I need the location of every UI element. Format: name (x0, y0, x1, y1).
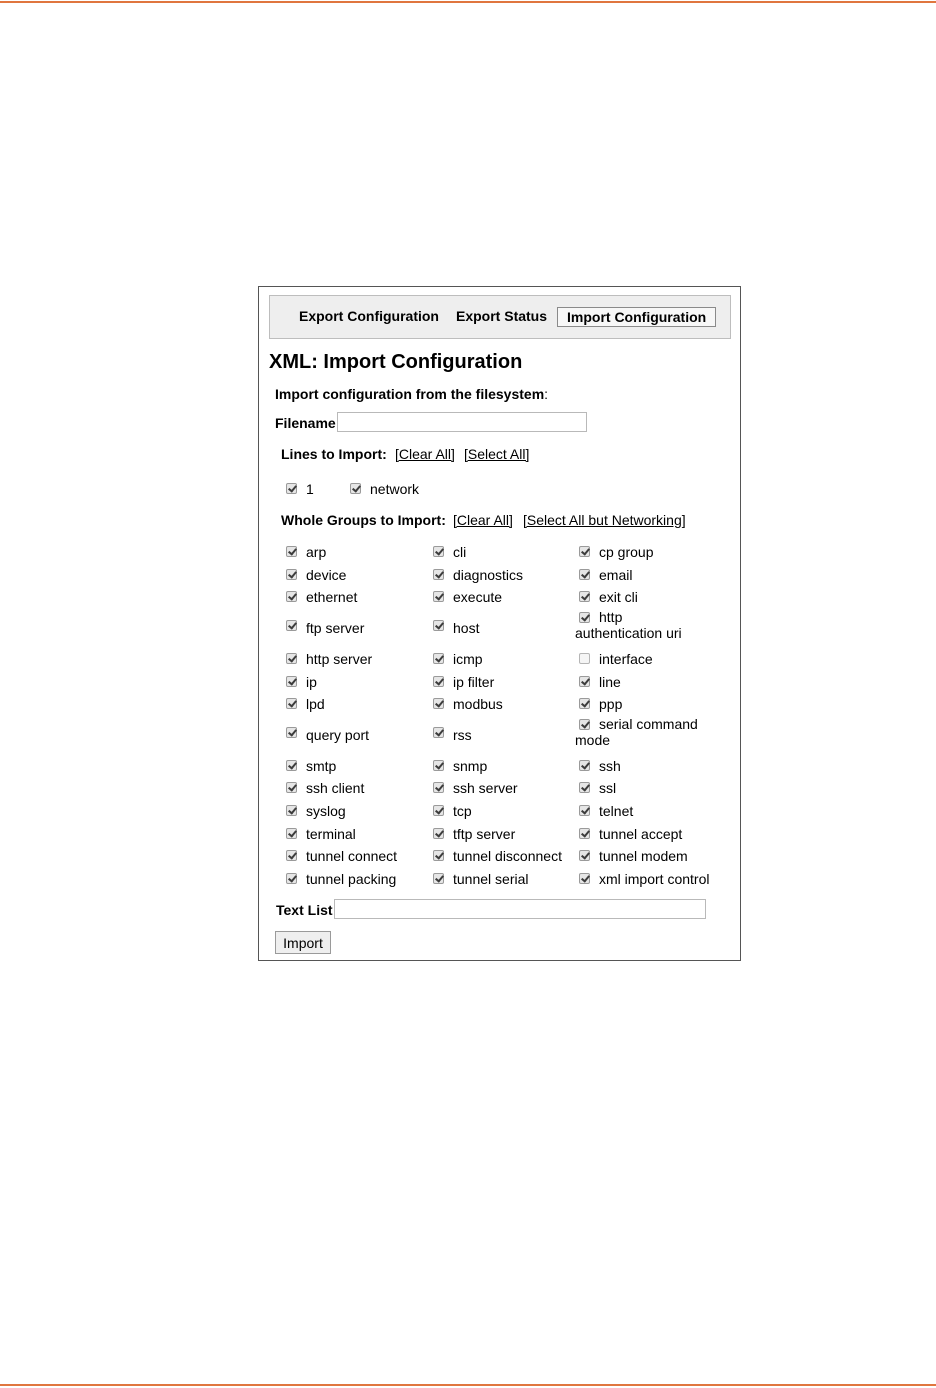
bottom-rule (0, 1384, 936, 1386)
tab-bar (269, 295, 731, 339)
checkbox-label: tunnel serial (453, 871, 529, 887)
checkbox-label: tftp server (453, 826, 516, 842)
checkbox-label: telnet (599, 803, 634, 819)
checkbox[interactable] (433, 873, 444, 884)
checkbox-label: tunnel packing (306, 871, 397, 887)
checkbox[interactable] (286, 698, 297, 709)
checkbox-label: arp (306, 544, 327, 560)
checkbox[interactable] (286, 727, 297, 738)
checkbox-label: ssh server (453, 780, 518, 796)
checkbox[interactable] (433, 653, 444, 664)
checkbox-label: cli (453, 544, 467, 560)
groups-select-all-but-networking-link[interactable]: [Select All but Networking] (523, 512, 686, 528)
checkbox[interactable] (579, 805, 590, 816)
checkbox[interactable] (579, 569, 590, 580)
checkbox[interactable] (433, 760, 444, 771)
checkbox-label: tunnel disconnect (453, 848, 562, 864)
checkbox-label: line (599, 674, 621, 690)
checkbox-label: network (370, 481, 420, 497)
checkbox[interactable] (579, 760, 590, 771)
checkbox[interactable] (433, 828, 444, 839)
checkbox[interactable] (286, 805, 297, 816)
checkbox[interactable] (579, 591, 590, 602)
checkbox-label: rss (453, 727, 472, 743)
checkbox-label: http server (306, 651, 373, 667)
checkbox[interactable] (433, 591, 444, 602)
checkbox-label: query port (306, 727, 370, 743)
checkbox-label: diagnostics (453, 567, 524, 583)
checkbox[interactable] (433, 546, 444, 557)
checkbox-label: email (599, 567, 633, 583)
checkbox-label: ssl (599, 780, 617, 796)
checkbox-label: xml import control (599, 871, 710, 887)
checkbox-label: ppp (599, 696, 623, 712)
checkbox-label: ssh client (306, 780, 365, 796)
checkbox[interactable] (433, 620, 444, 631)
checkbox-label: ethernet (306, 589, 358, 605)
checkbox[interactable] (433, 782, 444, 793)
checkbox[interactable] (286, 546, 297, 557)
tab-export-status[interactable]: Export Status (456, 308, 548, 324)
checkbox-label: interface (599, 651, 653, 667)
checkbox[interactable] (433, 569, 444, 580)
checkbox-label: exit cli (599, 589, 638, 605)
tab-import-configuration[interactable]: Import Configuration (557, 307, 716, 327)
checkbox-label: icmp (453, 651, 483, 667)
text-list-label: Text List (276, 902, 333, 918)
checkbox[interactable] (433, 850, 444, 861)
checkbox-label: serial command mode (575, 716, 698, 748)
checkbox-label: ip (306, 674, 317, 690)
whole-groups-label: Whole Groups to Import: (281, 512, 446, 528)
checkbox[interactable] (286, 483, 297, 494)
top-rule (0, 1, 936, 3)
checkbox[interactable] (433, 805, 444, 816)
checkbox-label: cp group (599, 544, 654, 560)
import-intro: Import configuration from the filesystem: (275, 386, 549, 402)
checkbox-label: ip filter (453, 674, 495, 690)
filename-label: Filename (275, 415, 336, 431)
checkbox-label: ftp server (306, 620, 365, 636)
checkbox-label: lpd (306, 696, 325, 712)
filename-input[interactable] (337, 412, 587, 432)
page-title: XML: Import Configuration (269, 351, 523, 373)
checkbox[interactable] (286, 569, 297, 580)
checkbox[interactable] (579, 828, 590, 839)
checkbox-label: execute (453, 589, 503, 605)
checkbox[interactable] (579, 850, 590, 861)
checkbox[interactable] (579, 782, 590, 793)
checkbox[interactable] (579, 653, 590, 664)
checkbox-label: tunnel accept (599, 826, 683, 842)
checkbox-label: tunnel modem (599, 848, 688, 864)
checkbox-label: modbus (453, 696, 503, 712)
checkbox[interactable] (579, 698, 590, 709)
checkbox[interactable] (286, 620, 297, 631)
checkbox[interactable] (433, 676, 444, 687)
checkbox[interactable] (286, 676, 297, 687)
checkbox[interactable] (350, 483, 361, 494)
checkbox-label: snmp (453, 758, 488, 774)
checkbox-label: tunnel connect (306, 848, 398, 864)
text-list-input[interactable] (334, 899, 706, 919)
checkbox-label: terminal (306, 826, 356, 842)
lines-clear-all-link[interactable]: [Clear All] (395, 446, 455, 462)
checkbox[interactable] (286, 591, 297, 602)
groups-clear-all-link[interactable]: [Clear All] (453, 512, 513, 528)
config-panel (258, 286, 741, 961)
checkbox-label: 1 (306, 481, 314, 497)
checkbox[interactable] (433, 727, 444, 738)
checkbox-label: syslog (306, 803, 346, 819)
checkbox[interactable] (286, 760, 297, 771)
lines-select-all-link[interactable]: [Select All] (464, 446, 530, 462)
checkbox-label: device (306, 567, 347, 583)
checkbox[interactable] (579, 546, 590, 557)
checkbox-label: host (453, 620, 480, 636)
checkbox-label: ssh (599, 758, 621, 774)
checkbox[interactable] (286, 850, 297, 861)
checkbox-label: smtp (306, 758, 337, 774)
checkbox[interactable] (286, 653, 297, 664)
checkbox-label: tcp (453, 803, 472, 819)
checkbox[interactable] (286, 828, 297, 839)
checkbox[interactable] (433, 698, 444, 709)
checkbox[interactable] (286, 782, 297, 793)
tab-export-configuration[interactable]: Export Configuration (299, 308, 439, 324)
checkbox[interactable] (286, 873, 297, 884)
lines-to-import-label: Lines to Import: (281, 446, 387, 462)
checkbox-label: http authentication uri (575, 609, 682, 641)
checkbox[interactable] (579, 873, 590, 884)
checkbox[interactable] (579, 676, 590, 687)
import-button[interactable]: Import (275, 931, 331, 954)
